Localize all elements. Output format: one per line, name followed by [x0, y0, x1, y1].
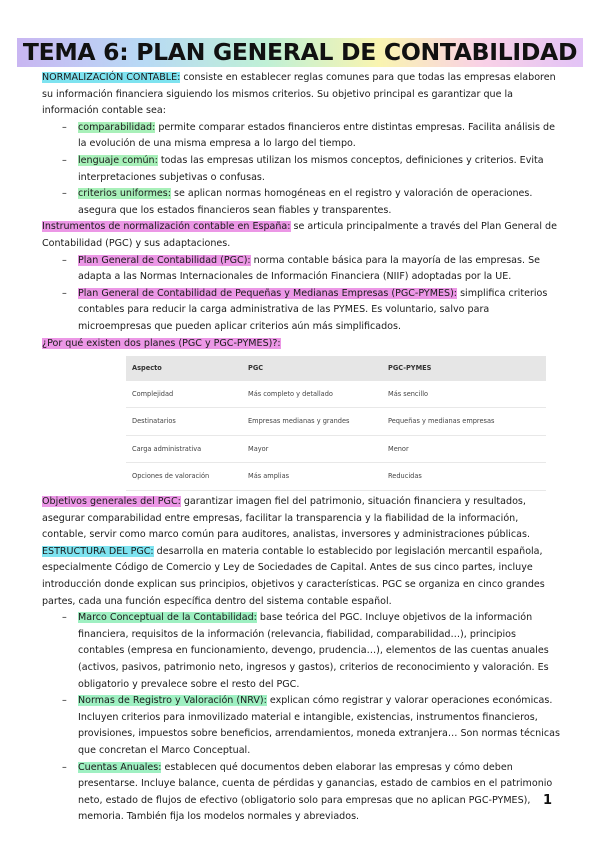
list-term: lenguaje común:: [78, 154, 158, 166]
table-row: [126, 435, 546, 463]
table-row: [126, 463, 546, 491]
list-text: se aplican normas homogéneas en el registro y valoración de operaciones. asegura que los estados financieros sean fiables y transparentes.: [78, 188, 533, 216]
structure-list: [42, 610, 562, 826]
table-row: [126, 408, 546, 436]
list-text: simplifica criterios contables para reducir la carga administrativa de las PYMES. Es voluntario, salvo para microempresas que pueden aplicar criterios aún más simplificados.: [78, 287, 548, 332]
instruments-paragraph: [42, 219, 562, 252]
list-term: comparabilidad:: [78, 121, 156, 133]
objectives-text: garantizar imagen fiel del patrimonio, situación financiera y resultados, asegurar comparabilidad entre empresas, facilitar la transparencia y la fiabilidad de la información, contable, servir como marco común para auditores, analistas, inversores y administraciones públicas.: [42, 496, 530, 541]
table-cell: Mayor: [242, 435, 382, 463]
list-text: base teórica del PGC. Incluye objetivos de la información financiera, requisitos de la información (relevancia, fiabilidad, comparabilidad…), principios contables (empresa en funcionamiento, devengo, prudencia…), elementos de las cuentas anuales (activos, pasivos, patrimonio neto, ingresos y gastos), criterios de reconocimiento y valoración. Es obligatorio y prevalece sobre el resto del PGC.: [78, 612, 549, 690]
bullet-dash: –: [62, 287, 67, 299]
instruments-list: [42, 253, 562, 336]
list-text: explican cómo registrar y valorar operaciones económicas. Incluyen criterios para inmovilizado material e intangible, existencias, instrumentos financieros, provisiones, impuestos sobre beneficios, arrendamientos, moneda extranjera… Son normas técnicas que concretan el Marco Conceptual.: [78, 695, 560, 756]
bullet-dash: –: [62, 254, 67, 266]
table-cell: Opciones de valoración: [126, 463, 242, 491]
bullet-dash: –: [62, 154, 67, 166]
table-cell: Reducidas: [382, 463, 546, 491]
question-heading: ¿Por qué existen dos planes (PGC y PGC-PYMES)?:: [42, 337, 281, 349]
intro-paragraph: [42, 70, 562, 120]
table-cell: Más sencillo: [382, 381, 546, 408]
list-item: [42, 153, 562, 186]
page-title: TEMA 6: PLAN GENERAL DE CONTABILIDAD: [17, 38, 583, 67]
table-cell: Empresas medianas y grandes: [242, 408, 382, 436]
list-item: [42, 253, 562, 286]
structure-paragraph: [42, 544, 562, 610]
structure-heading: ESTRUCTURA DEL PGC:: [42, 545, 154, 557]
list-term: Marco Conceptual de la Contabilidad:: [78, 612, 257, 624]
table-cell: Menor: [382, 435, 546, 463]
list-term: Cuentas Anuales:: [78, 761, 162, 773]
table-header: Aspecto: [126, 356, 242, 381]
bullet-dash: –: [62, 695, 67, 707]
table-cell: Carga administrativa: [126, 435, 242, 463]
list-text: establecen qué documentos deben elaborar las empresas y cómo deben presentarse. Incluye balance, cuenta de pérdidas y ganancias, estado de cambios en el patrimonio neto, estado de flujos de efectivo (obligatorio solo para empresas que no aplican PGC-PYMES), memoria. También fija los modelos normales y abreviados.: [78, 761, 553, 823]
list-term: criterios uniformes:: [78, 188, 171, 200]
list-term: Plan General de Contabilidad (PGC):: [78, 254, 251, 266]
list-item: [42, 760, 562, 826]
bullet-dash: –: [62, 188, 67, 200]
list-item: [42, 693, 562, 759]
table-header: PGC: [242, 356, 382, 381]
table-cell: Destinatarios: [126, 408, 242, 436]
comparison-table: [126, 356, 546, 491]
bullet-dash: –: [62, 612, 67, 624]
intro-list: [42, 120, 562, 220]
list-item: [42, 286, 562, 336]
intro-text: consiste en establecer reglas comunes para que todas las empresas elaboren su información financiera siguiendo los mismos criterios. Su objetivo principal es garantizar que la información contable sea:: [42, 72, 556, 117]
list-item: [42, 186, 562, 219]
bullet-dash: –: [62, 761, 67, 773]
intro-heading: NORMALIZACIÓN CONTABLE:: [42, 72, 181, 83]
list-text: todas las empresas utilizan los mismos conceptos, definiciones y criterios. Evita interpretaciones subjetivas o confusas.: [78, 154, 544, 183]
structure-text: desarrolla en materia contable lo establecido por legislación mercantil española, especialmente Código de Comercio y Ley de Sociedades de Capital. Antes de sus cinco partes, incluye introducción donde explican sus principios, objetivos y características. PGC se organiza en cinco grandes partes, cada una función específica dentro del sistema contable español.: [42, 545, 545, 607]
bullet-dash: –: [62, 121, 67, 133]
list-item: [42, 610, 562, 693]
instruments-heading: Instrumentos de normalización contable en España:: [42, 221, 291, 233]
table-header-row: [126, 356, 546, 381]
list-text: permite comparar estados financieros entre distintas empresas. Facilita análisis de la evolución de una misma empresa a lo largo del tiempo.: [78, 121, 555, 150]
document-body: [42, 70, 562, 826]
table-cell: Más completo y detallado: [242, 381, 382, 408]
list-term: Plan General de Contabilidad de Pequeñas y Medianas Empresas (PGC-PYMES):: [78, 287, 458, 299]
list-item: [42, 120, 562, 153]
table-cell: Complejidad: [126, 381, 242, 408]
objectives-heading: Objetivos generales del PGC:: [42, 496, 181, 508]
title-wrap: [0, 38, 600, 67]
list-term: Normas de Registro y Valoración (NRV):: [78, 695, 267, 707]
table-cell: Pequeñas y medianas empresas: [382, 408, 546, 436]
table-header: PGC-PYMES: [382, 356, 546, 381]
table-row: [126, 381, 546, 408]
objectives-paragraph: [42, 494, 562, 544]
list-text: norma contable básica para la mayoría de las empresas. Se adapta a las Normas Internacionales de Información Financiera (NIIF) adoptadas por la UE.: [78, 254, 540, 283]
table-cell: Más amplias: [242, 463, 382, 491]
question-paragraph: [42, 336, 562, 353]
page-number: 1: [543, 793, 553, 808]
instruments-text: se articula principalmente a través del Plan General de Contabilidad (PGC) y sus adaptaciones.: [42, 221, 557, 249]
